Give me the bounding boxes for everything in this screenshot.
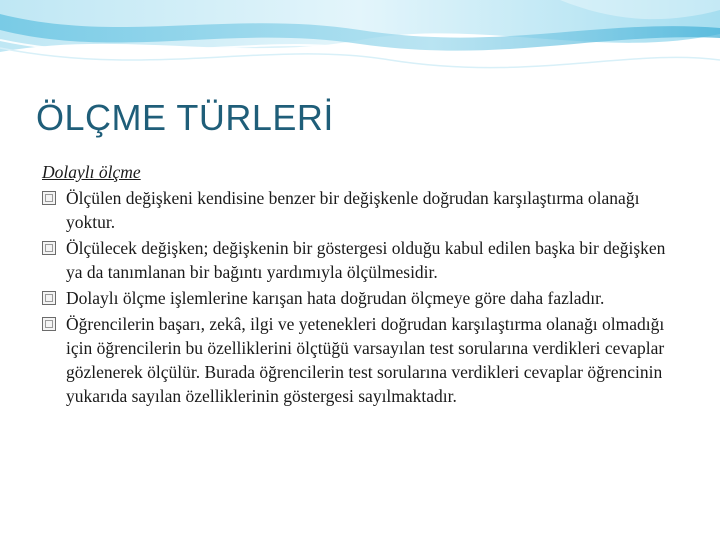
bullet-text: Ölçülecek değişken; değişkenin bir göstergesi olduğu kabul edilen başka bir değişken ya da tanımlanan bir bağıntı yardımıyla ölçülmesidir. [66, 238, 666, 282]
bullet-item [42, 236, 672, 284]
header-wave-decoration [0, 0, 720, 90]
square-bullet-icon [42, 317, 56, 331]
square-bullet-icon [42, 291, 56, 305]
bullet-list [42, 186, 672, 408]
bullet-text: Ölçülen değişkeni kendisine benzer bir değişkenle doğrudan karşılaştırma olanağı yoktur. [66, 188, 640, 232]
bullet-item [42, 312, 672, 408]
square-bullet-icon [42, 191, 56, 205]
bullet-item [42, 286, 672, 310]
bullet-text: Öğrencilerin başarı, zekâ, ilgi ve yetenekleri doğrudan karşılaştırma olanağı olmadığı için öğrencilerin bu özelliklerini ölçtüğü varsayılan test sorularına verdikleri cevaplar gözlenerek ölçülür. Burada öğrencilerin test sorularına verdikleri cevaplar öğrencinin yukarıda sayılan özelliklerinin göstergesi sayılmaktadır. [66, 314, 665, 406]
bullet-text: Dolaylı ölçme işlemlerine karışan hata doğrudan ölçmeye göre daha fazladır. [66, 288, 605, 308]
slide-title: ÖLÇME TÜRLERİ [36, 97, 334, 138]
section-subheading: Dolaylı ölçme [42, 162, 141, 182]
slide-content [42, 160, 672, 410]
bullet-item [42, 186, 672, 234]
square-bullet-icon [42, 241, 56, 255]
